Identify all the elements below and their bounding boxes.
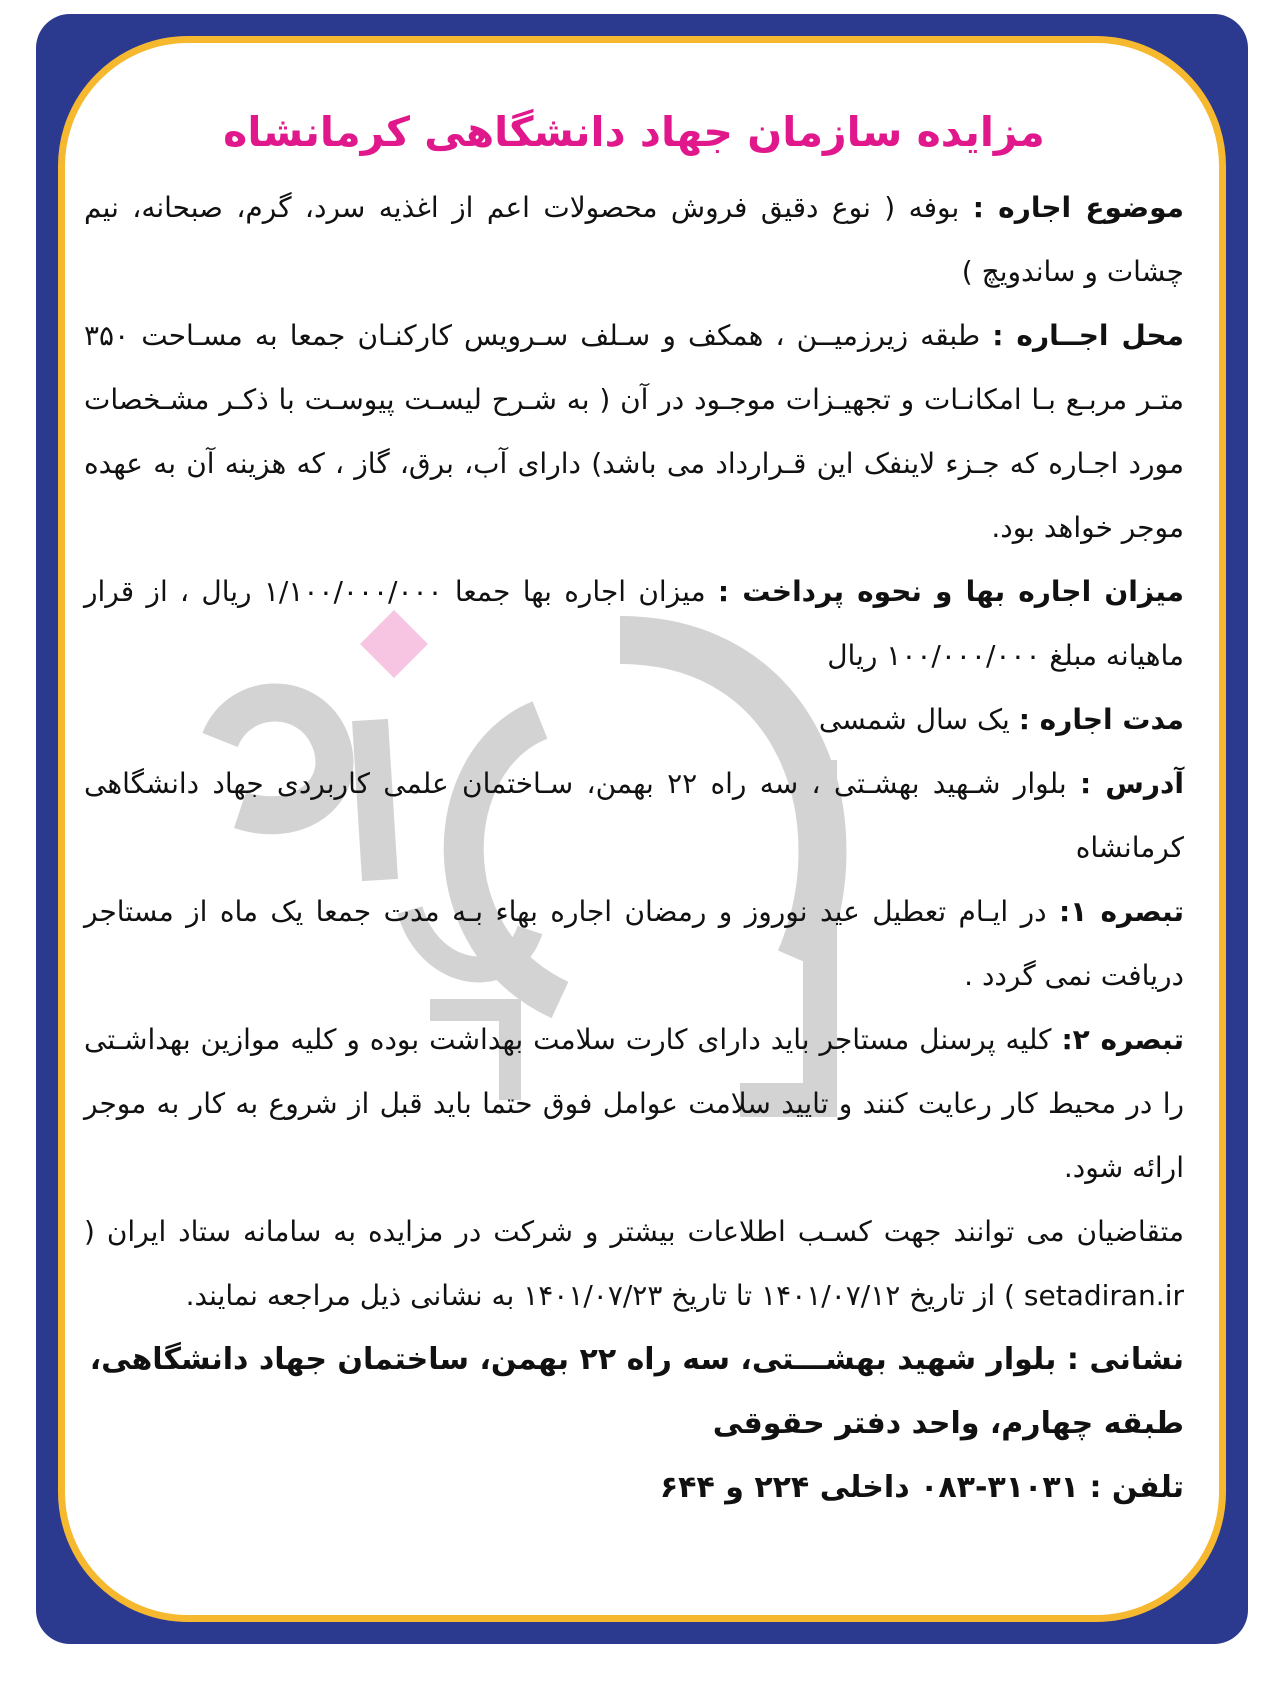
section-label: تبصره ۱: (1058, 895, 1184, 928)
applicants-text-start: متقاضیان می توانند جهت کسـب اطلاعات بیشتر و شرکت در مزایده به سامانه ستاد ایران ( (84, 1215, 1184, 1248)
section-address (84, 752, 1184, 880)
section-label: میزان اجاره بها و نحوه پرداخت : (717, 575, 1185, 608)
section-label: تبصره ۲: (1061, 1023, 1185, 1056)
applicants-text-end: ) از تاریخ ۱۴۰۱/۰۷/۱۲ تا تاریخ ۱۴۰۱/۰۷/۲۳ به نشانی ذیل مراجعه نمایند. (185, 1279, 1015, 1312)
section-label: مدت اجاره : (1018, 703, 1184, 736)
section-text: کلیه پرسنل مستاجر باید دارای کارت سلامت بهداشت بوده و کلیه موازین بهداشـتی را در محیط کار رعایت کنند و تایید سلامت عوامل فوق حتما باید قبل از شروع به کار به موجر ارائه شود. (84, 1023, 1184, 1184)
section-text: بوفه ( نوع دقیق فروش محصولات اعم از اغذیه سرد، گرم، صبحانه، نیم چشات و ساندویچ ) (84, 191, 1184, 288)
page-title: مزایده سازمان جهاد دانشگاهی کرمانشاه (223, 108, 1045, 156)
section-note-1 (84, 880, 1184, 1008)
setadiran-link[interactable]: setadiran.ir (1023, 1279, 1184, 1312)
section-duration (84, 688, 1184, 752)
applicants-paragraph (84, 1200, 1184, 1328)
announcement-body (84, 90, 1184, 1520)
section-location (84, 304, 1184, 560)
footer-address: نشانی : بلوار شهید بهشـــتی، سه راه ۲۲ بهمن، ساختمان جهاد دانشگاهی، طبقه چهارم، واحد دفتر حقوقی (89, 1342, 1184, 1441)
section-note-2 (84, 1008, 1184, 1200)
section-text: یک سال شمسی (818, 703, 1010, 736)
section-label: موضوع اجاره : (972, 191, 1185, 224)
section-text: بلوار شـهید بهشـتی ، سه راه ۲۲ بهمن، سـاختمان علمی کاربردی جهاد دانشگاهی کرمانشاه (84, 767, 1184, 864)
section-text: طبقه زیرزمیــن ، همکف و سـلف سـرویس کارکنـان جمعا به مسـاحت ۳۵۰ متـر مربـع بـا امکانـات و تجهیـزات موجـود در آن ( به شـرح لیسـت پیوسـت با ذکـر مشـخصات مورد اجـاره که جـزء لاینفک این قـرارداد می باشد) دارای آب، برق، گاز ، که هزینه آن به عهده موجر خواهد بود. (84, 319, 1184, 544)
section-label: محل اجــاره : (992, 319, 1184, 352)
section-text: در ایـام تعطیل عید نوروز و رمضان اجاره بهاء بـه مدت جمعا یک ماه از مستاجر دریافت نمی گردد . (84, 895, 1184, 992)
footer-phone: تلفن : ۳۱۰۳۱-۰۸۳ داخلی ۲۲۴ و ۶۴۴ (659, 1470, 1184, 1505)
section-subject (84, 176, 1184, 304)
section-label: آدرس : (1079, 767, 1184, 800)
section-rent-amount (84, 560, 1184, 688)
section-text: میزان اجاره بها جمعا ۱/۱۰۰/۰۰۰/۰۰۰ ریال ، از قرار ماهیانه مبلغ ۱۰۰/۰۰۰/۰۰۰ ریال (84, 575, 1184, 672)
